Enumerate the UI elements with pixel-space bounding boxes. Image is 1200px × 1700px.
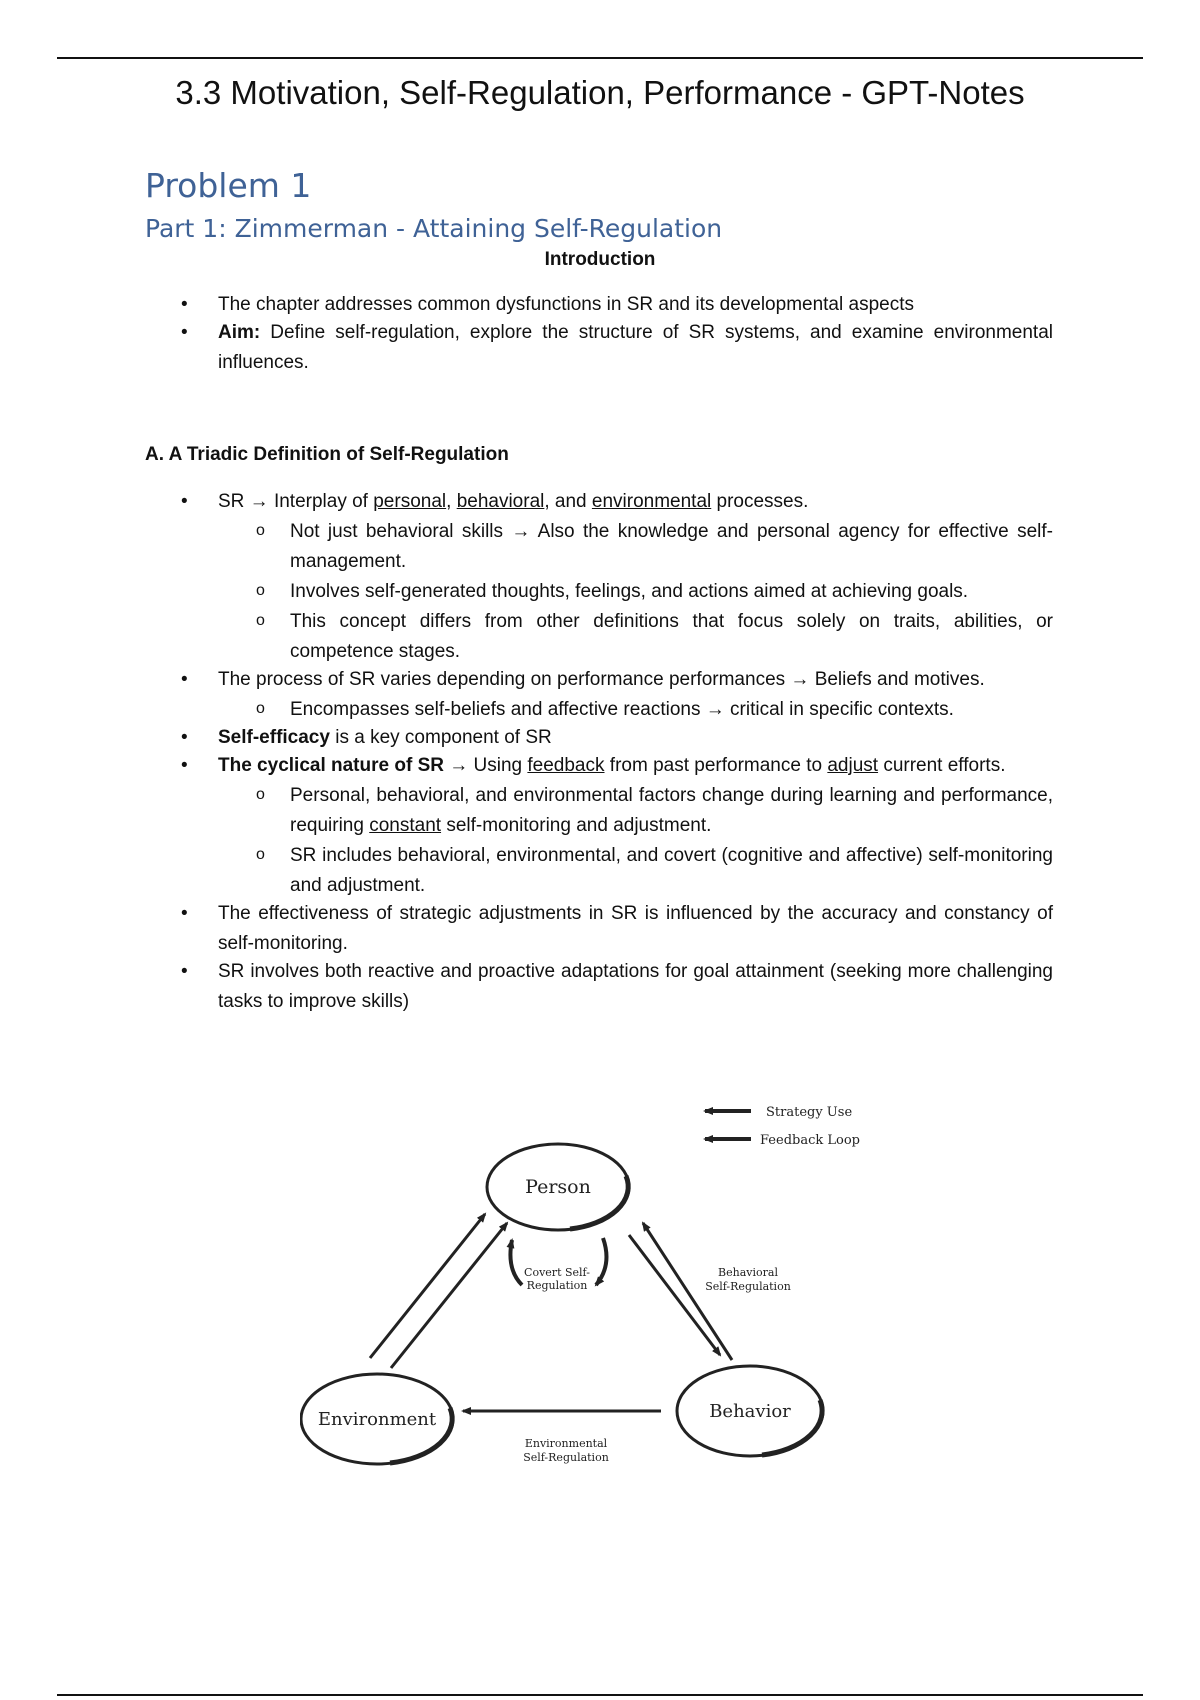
list-item: • SR → Interplay of personal, behavioral, and environmental processes.	[145, 487, 1053, 517]
triadic-self-regulation-diagram	[300, 1090, 900, 1490]
node-person	[487, 1144, 629, 1230]
covert-label-line1: Covert Self-	[524, 1266, 590, 1279]
node-environment	[301, 1374, 453, 1464]
list-item: • The process of SR varies depending on performance performances → Beliefs and motives.	[145, 665, 1053, 695]
problem-heading: Problem 1	[145, 166, 312, 205]
intro-bullet-list	[145, 290, 1053, 378]
introduction-heading: Introduction	[544, 249, 656, 270]
behavioral-label-line1: Behavioral	[718, 1266, 778, 1279]
section-bullet-list	[145, 487, 1053, 1017]
arrow-environment-to-person	[370, 1214, 485, 1358]
legend-strategy-label: Strategy Use	[766, 1105, 853, 1120]
sub-list-item: o Personal, behavioral, and environmental factors change during learning and performance, requiring constant self-monitoring and adjustment.	[145, 781, 1053, 841]
environmental-label-line2: Self-Regulation	[523, 1451, 609, 1464]
sub-list-item: o This concept differs from other definitions that focus solely on traits, abilities, or competence stages.	[145, 607, 1053, 667]
document-title: 3.3 Motivation, Self-Regulation, Performance - GPT-Notes	[175, 74, 1025, 111]
environmental-label-line1: Environmental	[524, 1437, 608, 1450]
sub-list-item: o Involves self-generated thoughts, feelings, and actions aimed at achieving goals.	[145, 577, 1053, 607]
list-item: • SR involves both reactive and proactive adaptations for goal attainment (seeking more challenging tasks to improve skills)	[145, 957, 1053, 1017]
section-title: A. A Triadic Definition of Self-Regulation	[145, 444, 509, 465]
legend	[705, 1105, 860, 1148]
sub-list-item: o Not just behavioral skills → Also the knowledge and personal agency for effective self-management.	[145, 517, 1053, 577]
legend-feedback-label: Feedback Loop	[760, 1133, 860, 1148]
top-rule	[57, 57, 1143, 59]
list-item: • Self-efficacy is a key component of SR	[145, 723, 1053, 753]
behavioral-label-line2: Self-Regulation	[705, 1280, 791, 1293]
arrow-person-to-behavior	[629, 1235, 720, 1355]
sub-list-item: o Encompasses self-beliefs and affective reactions → critical in specific contexts.	[145, 695, 1053, 725]
list-item: • Aim: Define self-regulation, explore the structure of SR systems, and examine environmental influences.	[145, 318, 1053, 378]
node-person-label: Person	[525, 1176, 591, 1198]
list-item: • The chapter addresses common dysfunctions in SR and its developmental aspects	[145, 290, 1053, 320]
node-environment-label: Environment	[317, 1409, 437, 1430]
arrow-environment-to-person	[391, 1223, 507, 1368]
covert-loop-icon	[510, 1240, 522, 1285]
bottom-rule	[57, 1694, 1143, 1696]
list-item: • The cyclical nature of SR → Using feedback from past performance to adjust current efforts.	[145, 751, 1053, 781]
node-behavior-label: Behavior	[709, 1401, 791, 1422]
covert-loop-icon	[596, 1238, 607, 1285]
list-item: • The effectiveness of strategic adjustments in SR is influenced by the accuracy and constancy of self-monitoring.	[145, 899, 1053, 959]
node-behavior	[677, 1366, 823, 1456]
covert-label-line2: Regulation	[526, 1279, 588, 1292]
part-heading: Part 1: Zimmerman - Attaining Self-Regulation	[145, 214, 723, 243]
sub-list-item: o SR includes behavioral, environmental, and covert (cognitive and affective) self-monitoring and adjustment.	[145, 841, 1053, 901]
